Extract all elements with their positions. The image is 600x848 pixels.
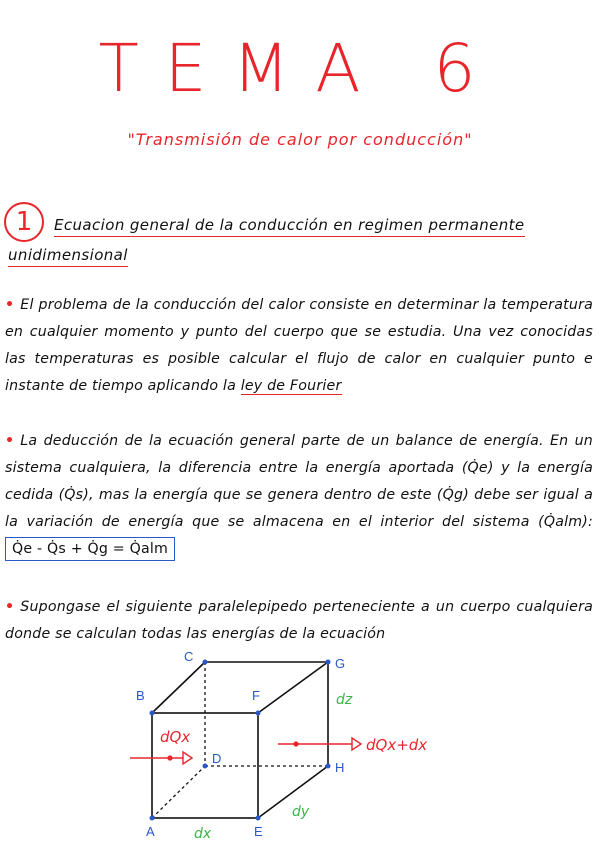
page-subtitle: "Transmisión de calor por conducción" xyxy=(127,130,473,149)
dim-dy-label: dy xyxy=(292,804,310,820)
vertex-g-dot xyxy=(326,660,331,665)
vertex-a-dot xyxy=(150,816,155,821)
paragraph-2-text: La deducción de la ecuación general parte de un balance de energía. En un sistema cualquiera, la diferencia entre la energía aportada (Q̇e) y la energía cedida (Q̇s), mas la energía que se genera dentro de este (Q̇g) debe ser igual a la variación de energía que se almacena en el interior del sistema (Q̇alm): xyxy=(5,433,593,530)
section-heading-line2: unidimensional xyxy=(8,246,128,267)
vertex-b-dot xyxy=(150,711,155,716)
flux-out-arrowhead xyxy=(352,738,361,750)
flux-out-dot xyxy=(293,741,298,746)
dim-dz-label: dz xyxy=(336,692,353,708)
section-heading-line1: Ecuacion general de la conducción en regimen permanente xyxy=(54,216,525,237)
bullet-icon: • xyxy=(5,433,15,449)
paragraph-1-text: El problema de la conducción del calor consiste en determinar la temperatura en cualquier momento y punto del cuerpo que se estudia. Una vez conocidas las temperaturas es posible calcular el flujo de calor en cualquier punto e instante de tiempo aplicando la xyxy=(5,297,593,394)
vertex-c-dot xyxy=(203,660,208,665)
flux-in-label: dQx xyxy=(160,728,191,746)
vertex-label-h: H xyxy=(335,760,345,775)
vertex-label-d: D xyxy=(212,751,222,766)
flux-in-dot xyxy=(167,755,172,760)
edge-bc xyxy=(152,662,205,713)
vertex-e-dot xyxy=(256,816,261,821)
vertex-label-g: G xyxy=(335,656,346,671)
paragraph-3-text: Supongase el siguiente paralelepipedo perteneciente a un cuerpo cualquiera donde se calculan todas las energías de la ecuación xyxy=(5,599,593,642)
bullet-icon: • xyxy=(5,297,15,313)
vertex-f-dot xyxy=(256,711,261,716)
vertex-label-e: E xyxy=(254,824,263,839)
vertex-label-b: B xyxy=(136,688,145,703)
energy-balance-equation: Q̇e - Q̇s + Q̇g = Q̇alm xyxy=(5,537,175,561)
page-title: TEMA 6 xyxy=(98,30,502,107)
fourier-law-link: ley de Fourier xyxy=(240,378,342,394)
vertex-label-a: A xyxy=(146,824,155,839)
bullet-icon: • xyxy=(5,599,15,615)
dim-dx-label: dx xyxy=(194,826,212,842)
vertex-h-dot xyxy=(326,764,331,769)
flux-in-arrowhead xyxy=(183,752,192,764)
section-number: 1 xyxy=(4,202,44,242)
edge-fg xyxy=(258,662,328,713)
vertex-d-dot xyxy=(203,764,208,769)
flux-out-label: dQx+dx xyxy=(366,736,428,754)
vertex-label-c: C xyxy=(184,649,194,664)
vertex-label-f: F xyxy=(252,688,260,703)
edge-ad-hidden xyxy=(152,766,205,818)
